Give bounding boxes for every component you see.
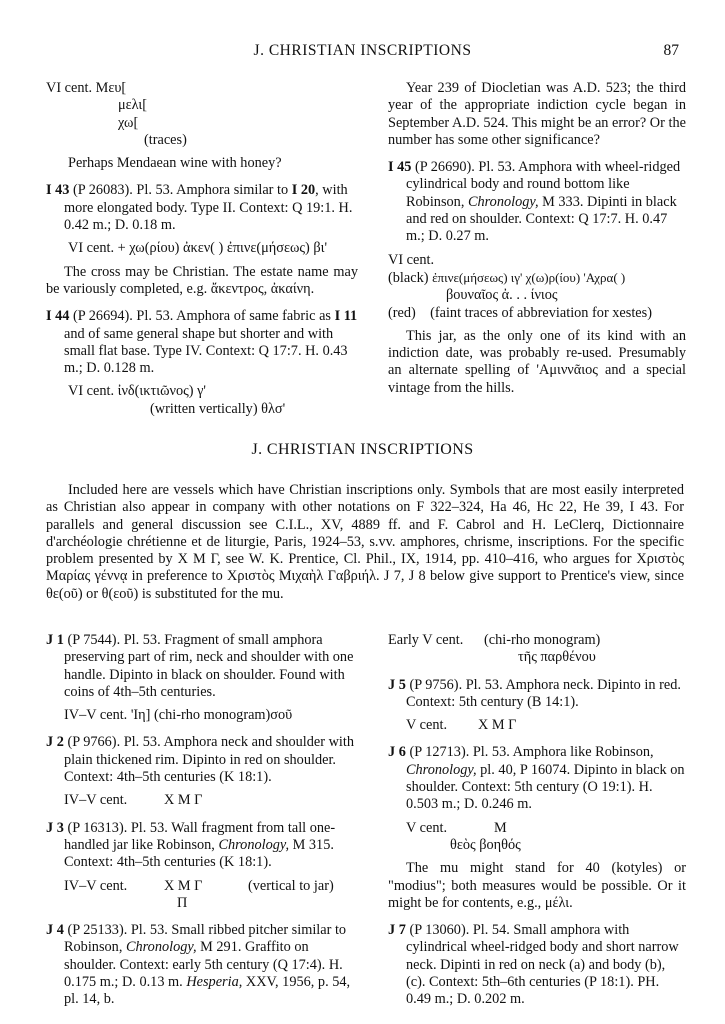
note: This jar, as the only one of its kind with an indiction date, was probably re-used. Presumably an alternate spelling of 'Αμιννᾶιος and a special vintage from the hills. <box>388 327 686 396</box>
insc-line: μελι[ <box>118 97 148 114</box>
inscription: Π <box>177 894 188 911</box>
entry-j2: J 2 (P 9766). Pl. 53. Amphora neck and shoulder with plain thickened rim. Dipinto in red on shoulder. Context: 4th–5th centuries (K 18:1). <box>46 734 355 786</box>
page-header <box>0 42 725 62</box>
insc-line: χω[ <box>118 114 139 131</box>
right-column-top <box>388 80 686 397</box>
inscription: V cent. Μ <box>406 819 507 836</box>
running-title: J. CHRISTIAN INSCRIPTIONS <box>253 42 472 59</box>
entry-j4: J 4 (P 25133). Pl. 53. Small ribbed pitcher similar to Robinson, Chronology, M 291. Graffito on shoulder. Context: early 5th century (Q 17:4). H. 0.175 m.; D. 0.13 m. Hesperia, XXV, 1956, p. 54, pl. 14, b. <box>46 922 351 1008</box>
inscription: τῆς παρθένου <box>518 649 596 666</box>
insc-line: (traces) <box>144 131 187 148</box>
inscription: (written vertically) θλσ' <box>150 400 286 417</box>
note: The mu might stand for 40 (kotyles) or "modius"; both measures would be possible. Or it might be for contents, e.g., μέλι. <box>388 860 686 911</box>
inscription: IV–V cent. Χ Μ Γ (vertical to jar) <box>64 877 334 894</box>
entry-j5: J 5 (P 9756). Pl. 53. Amphora neck. Dipinto in red. Context: 5th century (B 14:1). <box>388 676 681 710</box>
inscription: (red) (faint traces of abbreviation for xestes) <box>388 304 652 321</box>
entry-i44: I 44 (P 26694). Pl. 53. Amphora of same fabric as I 11 and of same general shape but shorter and with small flat base. Type IV. Context: Q 17:7. H. 0.43 m.; D. 0.128 m. <box>46 308 358 377</box>
date-label: VI cent. Μευ[ <box>46 80 127 96</box>
right-column-bottom <box>388 632 686 1009</box>
entry-j7: J 7 (P 13060). Pl. 54. Small amphora with cylindrical wheel-ridged body and short narrow neck. Dipinti in red on neck (a) and body (b), (c). Context: 5th–6th centuries (P 18:1). PH. 0.49 m.; D. 0.202 m. <box>388 922 679 1008</box>
left-column-bottom <box>46 632 358 1009</box>
entry-i45: I 45 (P 26690). Pl. 53. Amphora with wheel-ridged cylindrical body and round bottom like Robinson, Chronology, M 333. Dipinti in black and red on shoulder. Context: Q 17:7. H. 0.47 m.; D. 0.27 m. <box>388 159 681 245</box>
note: The cross may be Christian. The estate name may be variously completed, e.g. ἄκεντρος, ἀκαίνη. <box>46 263 358 297</box>
inscription: VI cent. + χω(ρίου) ἀκεν( ) ἐπινε(μήσεως) βι' <box>68 240 328 257</box>
inscription: VI cent. ἰνδ(ικτιῶνος) γ' <box>68 383 206 400</box>
page-number: 87 <box>663 42 679 59</box>
inscription: (black) ἐπινε(μήσεως) ιγ' χ(ω)ρ(ίου) 'Αχρα( ) <box>388 269 626 286</box>
inscription: θεὸς βοηθός <box>450 836 521 853</box>
paragraph: Year 239 of Diocletian was A.D. 523; the third year of the appropriate indiction cycle began in September A.D. 524. This might be an error? Or the number has some other significance? <box>388 80 686 148</box>
left-column-top <box>46 80 358 418</box>
entry-j3: J 3 (P 16313). Pl. 53. Wall fragment from tall one-handled jar like Robinson, Chronology, M 315. Context: 4th–5th centuries (K 18:1). <box>46 819 336 871</box>
entry-j1: J 1 (P 7544). Pl. 53. Fragment of small amphora preserving part of rim, neck and shoulder with one handle. Dipinto in black on shoulder. Found with coins of 4th–5th centuries. <box>46 632 354 700</box>
entry-j6: J 6 (P 12713). Pl. 53. Amphora like Robinson, Chronology, pl. 40, P 16074. Dipinto in black on shoulder. Context: 5th century (O 19:1). H. 0.503 m.; D. 0.246 m. <box>388 744 685 813</box>
inscription: IV–V cent. 'Ιη] (chi-rho monogram)σοῦ <box>64 707 293 724</box>
inscription: βουναῖος ἀ. . . ίνιος <box>446 287 558 304</box>
entry-i43: I 43 (P 26083). Pl. 53. Amphora similar to I 20, with more elongated body. Type II. Context: Q 19:1. H. 0.42 m.; D. 0.18 m. <box>46 182 353 234</box>
intro-paragraph: Included here are vessels which have Christian inscriptions only. Symbols that are most easily interpreted as Christian also appear in company with other notations on F 322–324, Ha 46, Hc 22, He 39, I 43. For parallels and general discussion see C.I.L., XV, 4889 ff. and F. Cabrol and H. LeClerq, Dictionnaire d'archéologie chrétienne et de liturgie, Paris, 1924–53, s.vv. amphores, chrisme, inscriptions. For the specific problem presented by Χ Μ Γ, see W. K. Prentice, Cl. Phil., IX, 1914, pp. 410–416, who argues for Χριστὸς Μαρίας γέννᾳ in preference to Χριστὸς Μιχαὴλ Γαβριήλ. J 7, J 8 below give support to Prentice's view, since θε(οῦ) or θ(εοῦ) is substituted for the mu. <box>46 482 684 602</box>
note: Perhaps Mendaean wine with honey? <box>68 155 282 172</box>
inscription: IV–V cent. Χ Μ Γ <box>64 792 203 809</box>
inscription: V cent. Χ Μ Γ <box>406 717 517 734</box>
date-label: VI cent. <box>388 251 435 268</box>
section-title: J. CHRISTIAN INSCRIPTIONS <box>251 441 474 458</box>
inscription: Early V cent. (chi-rho monogram) <box>388 632 601 648</box>
